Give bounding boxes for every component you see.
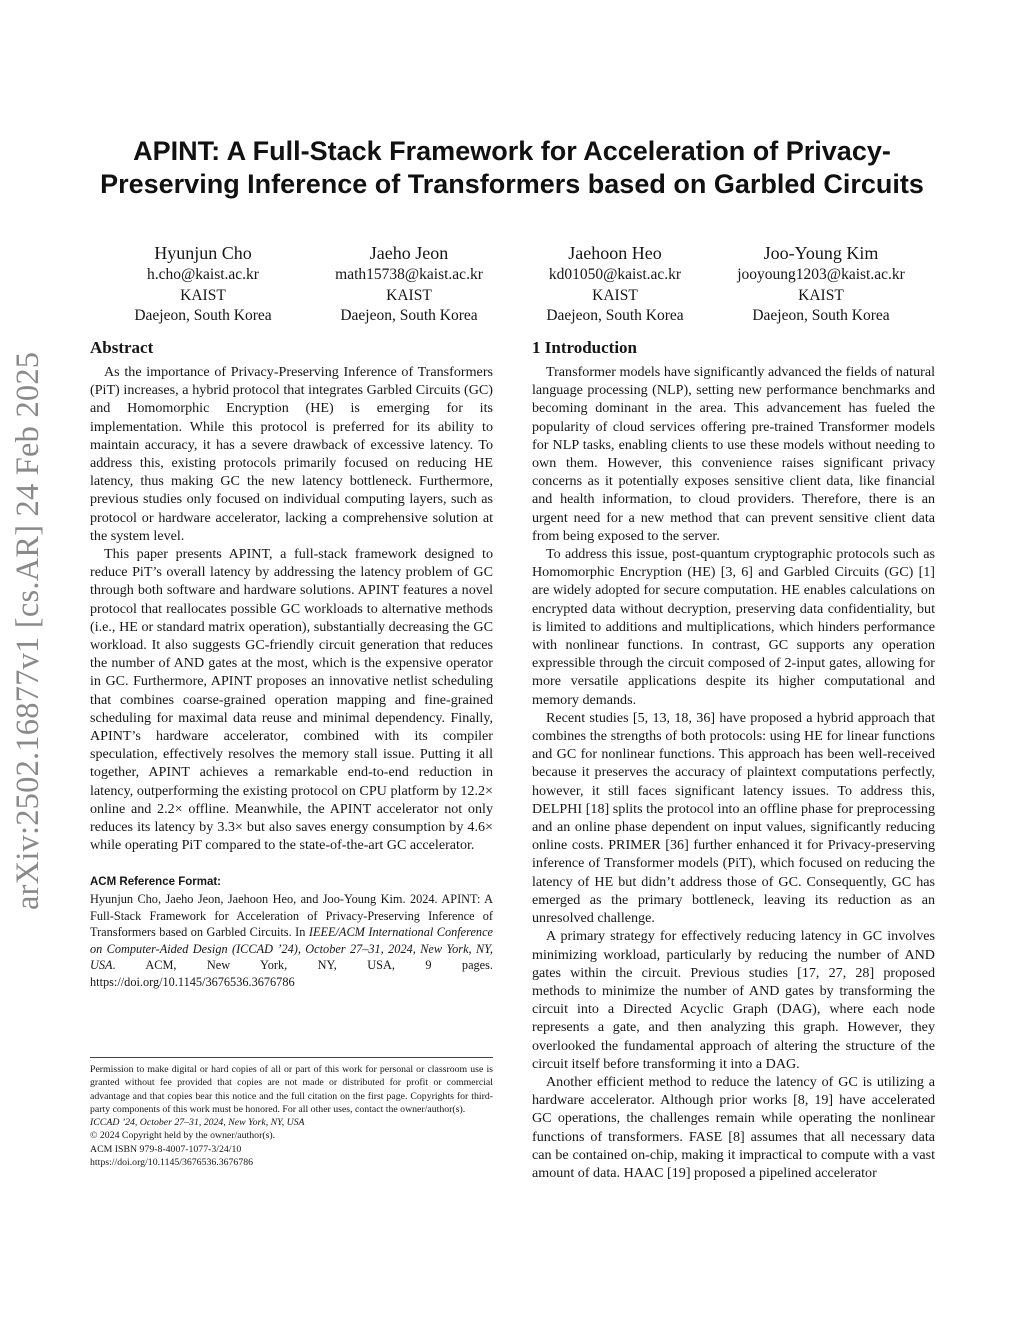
author-affiliation: KAIST (180, 286, 226, 304)
author-email: h.cho@kaist.ac.kr (147, 266, 259, 283)
author-affiliation: KAIST (798, 286, 844, 304)
introduction-paragraph: Another efficient method to reduce the latency of GC is utilizing a hardware accelerator. Although prior works [8, 19] have accelerated GC operations, the challenges remain while operating the nonlinear functions of transformers. FASE [8] assumes that all necessary data can be contained on-chip, making it impractical to compute with a vast amount of data. HAAC [19] proposed a pipelined accelerator (532, 1073, 935, 1181)
abstract-paragraph: As the importance of Privacy-Preserving Inference of Transformers (PiT) increases, a hybrid protocol that integrates Garbled Circuits (GC) and Homomorphic Encryption (HE) is emerging for its implementation. While this protocol is preferred for its ability to maintain accuracy, it has a severe drawback of excessive latency. To address this, existing protocols primarily focused on reducing HE latency, thus making GC the new latency bottleneck. Furthermore, previous studies only focused on individual computing layers, such as protocol or hardware accelerator, lacking a comprehensive solution at the system level. (90, 364, 493, 544)
left-column (90, 337, 493, 990)
author-location: Daejeon, South Korea (134, 307, 272, 324)
doi-line: https://doi.org/10.1145/3676536.3676786 (90, 1157, 254, 1169)
author-name: Jaeho Jeon (369, 243, 449, 263)
author-location: Daejeon, South Korea (340, 307, 478, 324)
isbn-line: ACM ISBN 979-8-4007-1077-3/24/10 (90, 1143, 242, 1155)
introduction-paragraph: Transformer models have significantly advanced the fields of natural language processing (NLP), setting new performance benchmarks and becoming dominant in the area. This advancement has fueled the popularity of cloud services offering pre-trained Transformer models for NLP tasks, enabling clients to use these models without needing to own them. However, this convenience raises significant privacy concerns as it potentially exposes sensitive client data, like financial and health information, to cloud providers. Therefore, there is an urgent need for a new method that can prevent sensitive client data from being exposed to the server. (532, 364, 935, 544)
permission-text: Permission to make digital or hard copies of all or part of this work for personal or classroom use is granted without fee provided that copies are not made or distributed for profit or commercial advantage and that copies bear this notice and the full citation on the first page. Copyrights for third-party components of this work must be honored. For all other uses, contact the owner/author(s). (90, 1064, 493, 1115)
author-name: Joo-Young Kim (763, 243, 879, 263)
permission-footnote (90, 1057, 493, 1169)
author-email: math15738@kaist.ac.kr (335, 266, 483, 283)
acm-reference-venue: IEEE/ACM International Conference on Computer-Aided Design (ICCAD ’24), October 27–31, 2024, New York, NY, USA (90, 925, 493, 973)
introduction-heading: 1 Introduction (532, 338, 638, 357)
introduction-paragraph: To address this issue, post-quantum cryptographic protocols such as Homomorphic Encryption (HE) [3, 6] and Garbled Circuits (GC) [1] are widely adopted for secure computation. HE enables calculations on encrypted data without decryption, preserving data confidentiality, but is limited to additions and multiplications, which hinders performance with nonlinear functions. In contrast, GC supports any operation expressible through the circuit composed of 2-input gates, allowing for more versatile applications despite its higher computational and memory demands. (532, 546, 935, 708)
acm-reference-doi: . ACM, New York, NY, USA, 9 pages. https://doi.org/10.1145/3676536.3676786 (90, 958, 493, 989)
author-3 (512, 241, 718, 327)
author-location: Daejeon, South Korea (546, 307, 684, 324)
copyright-line: © 2024 Copyright held by the owner/author(s). (90, 1130, 276, 1142)
author-block (100, 241, 924, 327)
introduction-paragraph: A primary strategy for effectively reducing latency in GC involves minimizing workload, particularly by reducing the number of AND gates within the circuit. Previous studies [17, 27, 28] proposed methods to minimize the number of AND gates by transforming the circuit into a Directed Acyclic Graph (DAG), where each node represents a gate, and then analyzing this graph. However, they overlooked the fundamental approach of altering the structure of the circuit itself before transforming it into a DAG. (532, 928, 935, 1072)
abstract-heading: Abstract (90, 338, 154, 357)
author-4 (718, 241, 924, 327)
author-2 (306, 241, 512, 327)
author-affiliation: KAIST (592, 286, 638, 304)
acm-reference-text (90, 891, 493, 989)
author-name: Jaehoon Heo (568, 243, 662, 263)
introduction-paragraph: Recent studies [5, 13, 18, 36] have proposed a hybrid approach that combines the strengths of both protocols: using HE for linear functions and GC for nonlinear functions. This approach has been well-received because it preserves the accuracy of plaintext computations perfectly, however, it still faces significant latency issues. To address this, DELPHI [18] splits the protocol into an offline phase for preprocessing and an online phase dependent on input values, significantly reducing online costs. PRIMER [36] further enhanced it for Privacy-preserving inference of Transformer models (PiT), which focused on reducing the latency of HE but didn’t address those of GC. Consequently, GC has emerged as the primary bottleneck, leaving its reduction as an unresolved challenge. (532, 709, 935, 927)
author-email: jooyoung1203@kaist.ac.kr (737, 266, 905, 283)
arxiv-identifier: arXiv:2502.16877v1 [cs.AR] 24 Feb 2025 (10, 351, 46, 910)
conference-line: ICCAD ’24, October 27–31, 2024, New York, NY, USA (90, 1117, 305, 1129)
acm-reference-authors: Hyunjun Cho, Jaeho Jeon, Jaehoon Heo, and Joo-Young Kim. 2024. APINT: A Full-Stack Framework for Acceleration of Privacy-Preserving Inference of Transformers based on Garbled Circuits. In (90, 892, 493, 940)
author-email: kd01050@kaist.ac.kr (548, 266, 682, 283)
abstract-paragraph: This paper presents APINT, a full-stack framework designed to reduce PiT’s overall latency by addressing the latency problem of GC through both software and hardware solutions. APINT features a novel protocol that reallocates possible GC workloads to alternative methods (i.e., HE or standard matrix operation), substantially decreasing the GC workload. It also suggests GC-friendly circuit generation that reduces the number of AND gates at the most, which is the expensive operator in GC. Furthermore, APINT proposes an innovative netlist scheduling that combines coarse-grained operation mapping and fine-grained scheduling for maximal data reuse and minimal dependency. Finally, APINT’s hardware accelerator, combined with its compiler speculation, effectively resolves the memory stall issue. Putting it all together, APINT achieves a remarkable end-to-end reduction in latency, outperforming the existing protocol on CPU platform by 12.2× online and 2.2× offline. Meanwhile, the APINT accelerator not only reduces its latency by 3.3× but also saves energy consumption by 4.6× while operating PiT compared to the state-of-the-art GC accelerator. (90, 546, 493, 854)
author-name: Hyunjun Cho (154, 243, 252, 263)
author-affiliation: KAIST (386, 286, 432, 304)
author-location: Daejeon, South Korea (752, 307, 890, 324)
paper-title: APINT: A Full-Stack Framework for Acceleration of Privacy-Preserving Inference of Transformers based on Garbled Circuits (100, 136, 924, 199)
right-column (532, 337, 935, 1182)
author-1 (100, 241, 306, 327)
acm-reference-heading: ACM Reference Format: (90, 876, 221, 889)
